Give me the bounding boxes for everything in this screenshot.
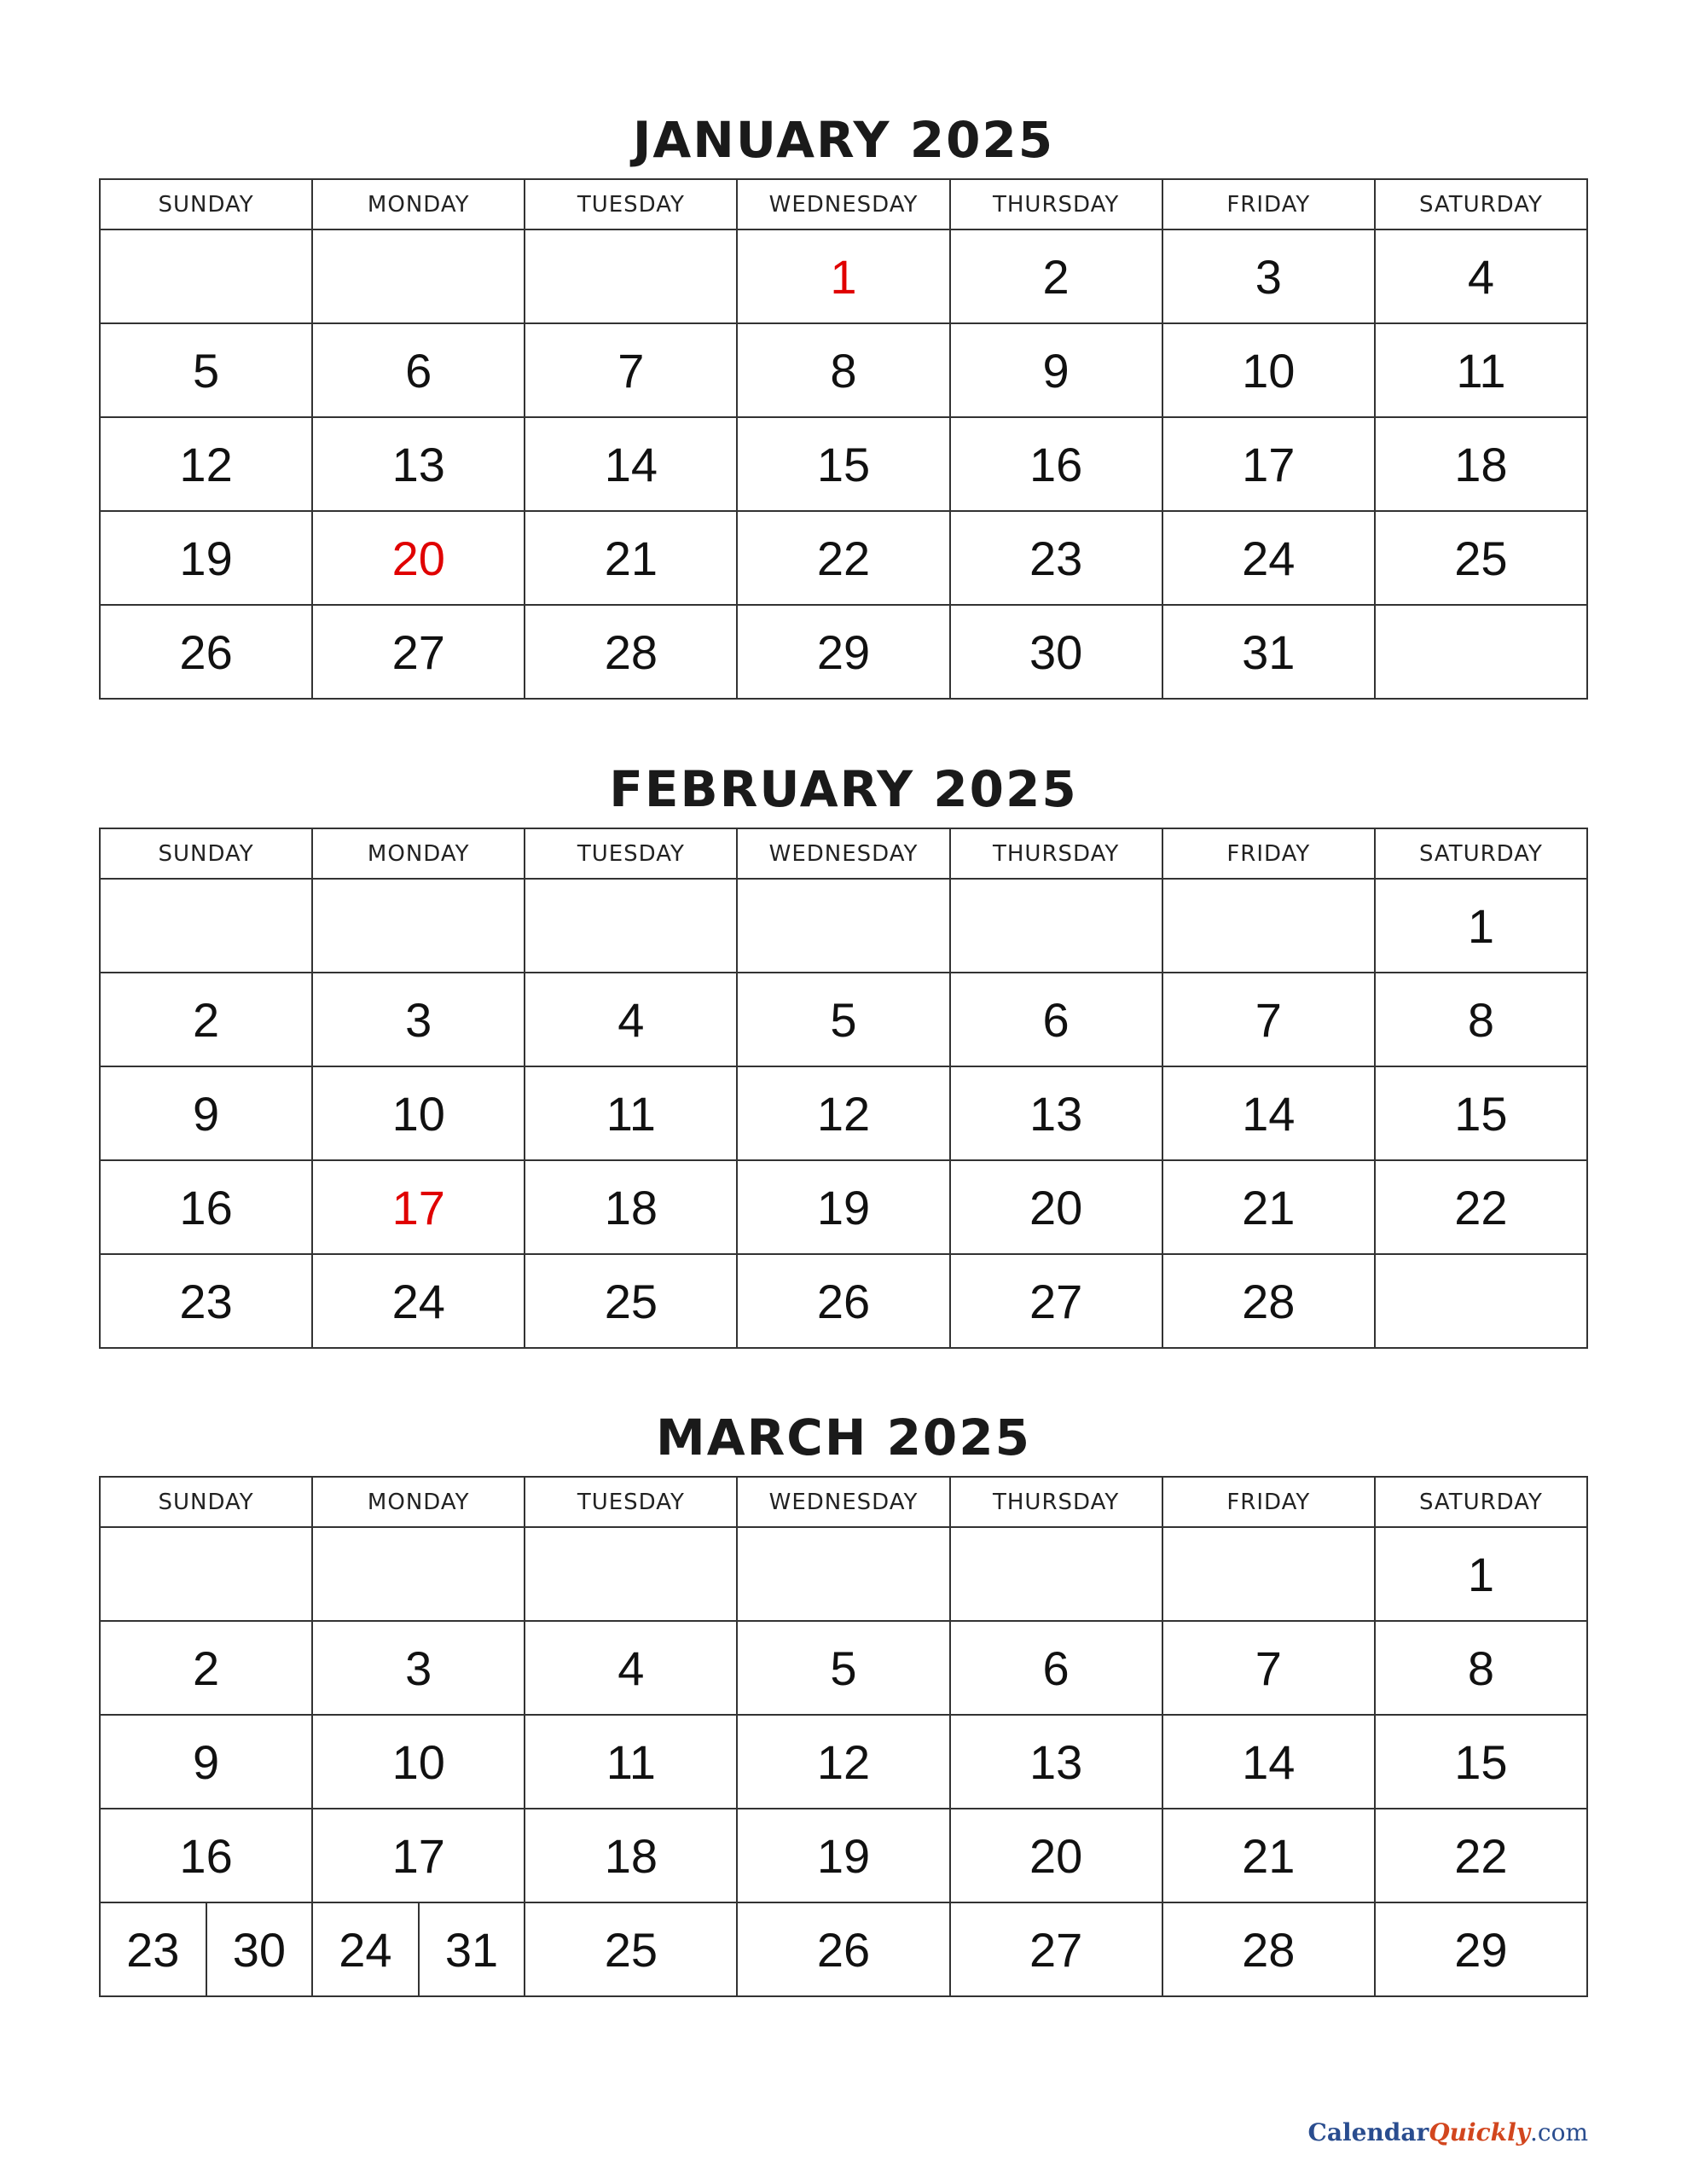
week-row <box>100 973 1587 1066</box>
month-grid <box>99 828 1588 1349</box>
day-cell: 18 <box>1375 417 1587 511</box>
day-cell: 15 <box>1375 1066 1587 1160</box>
weekday-header: THURSDAY <box>950 179 1162 229</box>
empty-day-cell <box>737 1527 949 1621</box>
empty-day-cell <box>950 879 1162 973</box>
day-cell: 4 <box>525 1621 737 1715</box>
brand-part-quickly: Quickly <box>1429 2118 1530 2146</box>
day-cell: 25 <box>525 1254 737 1348</box>
day-cell: 6 <box>950 1621 1162 1715</box>
day-cell: 16 <box>100 1160 312 1254</box>
weekday-header: WEDNESDAY <box>737 179 949 229</box>
empty-day-cell <box>1162 879 1375 973</box>
empty-day-cell <box>312 229 525 323</box>
month-title: FEBRUARY 2025 <box>609 760 1078 818</box>
day-cell: 1 <box>1375 1527 1587 1621</box>
day-cell: 21 <box>1162 1809 1375 1902</box>
day-cell: 25 <box>1375 511 1587 605</box>
day-cell: 22 <box>737 511 949 605</box>
day-cell: 27 <box>950 1902 1162 1996</box>
day-cell: 11 <box>525 1715 737 1809</box>
day-cell: 3 <box>1162 229 1375 323</box>
day-cell: 13 <box>312 417 525 511</box>
brand-logo <box>1308 2118 1588 2146</box>
day-cell: 27 <box>312 605 525 699</box>
weekday-header: WEDNESDAY <box>737 828 949 879</box>
day-cell: 3 <box>312 973 525 1066</box>
brand-part-calendar: Calendar <box>1307 2118 1429 2146</box>
day-cell: 3 <box>312 1621 525 1715</box>
day-cell: 15 <box>1375 1715 1587 1809</box>
day-cell: 4 <box>1375 229 1587 323</box>
empty-day-cell <box>312 879 525 973</box>
month-grid <box>99 1476 1588 1997</box>
day-cell-split <box>100 1902 312 1996</box>
day-cell: 19 <box>737 1160 949 1254</box>
empty-day-cell <box>737 879 949 973</box>
empty-day-cell <box>100 229 312 323</box>
weekday-header: MONDAY <box>312 1477 525 1527</box>
day-cell: 29 <box>737 605 949 699</box>
week-row <box>100 1066 1587 1160</box>
day-cell: 6 <box>950 973 1162 1066</box>
day-cell: 25 <box>525 1902 737 1996</box>
day-cell: 2 <box>950 229 1162 323</box>
week-row <box>100 1160 1587 1254</box>
week-row <box>100 417 1587 511</box>
day-cell: 21 <box>1162 1160 1375 1254</box>
day-cell: 24 <box>312 1254 525 1348</box>
day-number: 30 <box>232 1922 287 1977</box>
weekday-header: SUNDAY <box>100 1477 312 1527</box>
day-cell: 17 <box>312 1160 525 1254</box>
day-cell: 12 <box>100 417 312 511</box>
day-number: 23 <box>101 1903 207 1995</box>
day-cell: 19 <box>100 511 312 605</box>
day-cell: 28 <box>1162 1902 1375 1996</box>
day-number: 24 <box>313 1903 420 1995</box>
empty-day-cell <box>100 1527 312 1621</box>
week-row <box>100 1715 1587 1809</box>
day-cell: 26 <box>100 605 312 699</box>
day-cell: 16 <box>950 417 1162 511</box>
day-cell: 17 <box>312 1809 525 1902</box>
weekday-header: MONDAY <box>312 179 525 229</box>
week-row <box>100 879 1587 973</box>
day-cell: 31 <box>1162 605 1375 699</box>
empty-day-cell <box>525 1527 737 1621</box>
week-row <box>100 511 1587 605</box>
weekday-header: THURSDAY <box>950 1477 1162 1527</box>
day-cell: 7 <box>1162 973 1375 1066</box>
empty-day-cell <box>1375 605 1587 699</box>
day-cell: 26 <box>737 1254 949 1348</box>
weekday-header: FRIDAY <box>1162 1477 1375 1527</box>
week-row <box>100 1254 1587 1348</box>
day-cell: 28 <box>1162 1254 1375 1348</box>
day-cell: 9 <box>100 1066 312 1160</box>
empty-day-cell <box>525 879 737 973</box>
weekday-header: SUNDAY <box>100 828 312 879</box>
day-cell: 14 <box>1162 1715 1375 1809</box>
month-grid <box>99 178 1588 700</box>
day-cell: 2 <box>100 973 312 1066</box>
week-row <box>100 605 1587 699</box>
day-cell: 9 <box>950 323 1162 417</box>
weekday-header: THURSDAY <box>950 828 1162 879</box>
day-cell: 9 <box>100 1715 312 1809</box>
day-cell: 26 <box>737 1902 949 1996</box>
day-cell: 12 <box>737 1066 949 1160</box>
day-cell: 11 <box>1375 323 1587 417</box>
day-cell: 22 <box>1375 1809 1587 1902</box>
weekday-header: TUESDAY <box>525 179 737 229</box>
day-cell: 6 <box>312 323 525 417</box>
day-cell: 10 <box>312 1066 525 1160</box>
day-cell: 4 <box>525 973 737 1066</box>
weekday-header: SATURDAY <box>1375 1477 1587 1527</box>
weekday-header: SATURDAY <box>1375 179 1587 229</box>
weekday-header: SATURDAY <box>1375 828 1587 879</box>
day-cell: 11 <box>525 1066 737 1160</box>
day-cell: 14 <box>525 417 737 511</box>
day-cell: 22 <box>1375 1160 1587 1254</box>
week-row <box>100 1902 1587 1996</box>
weekday-header: FRIDAY <box>1162 179 1375 229</box>
day-cell: 1 <box>737 229 949 323</box>
week-row <box>100 1809 1587 1902</box>
day-cell: 7 <box>1162 1621 1375 1715</box>
week-row <box>100 229 1587 323</box>
day-cell: 20 <box>950 1160 1162 1254</box>
day-cell: 10 <box>1162 323 1375 417</box>
day-cell: 30 <box>950 605 1162 699</box>
day-cell: 24 <box>1162 511 1375 605</box>
weekday-header: SUNDAY <box>100 179 312 229</box>
day-cell: 15 <box>737 417 949 511</box>
day-cell: 20 <box>312 511 525 605</box>
day-number: 31 <box>444 1922 499 1977</box>
week-row <box>100 1527 1587 1621</box>
day-cell: 23 <box>100 1254 312 1348</box>
day-cell: 5 <box>100 323 312 417</box>
empty-day-cell <box>1162 1527 1375 1621</box>
weekday-header: MONDAY <box>312 828 525 879</box>
day-cell: 16 <box>100 1809 312 1902</box>
weekday-header: WEDNESDAY <box>737 1477 949 1527</box>
day-cell: 21 <box>525 511 737 605</box>
day-cell: 13 <box>950 1066 1162 1160</box>
day-cell: 7 <box>525 323 737 417</box>
day-cell: 8 <box>1375 973 1587 1066</box>
empty-day-cell <box>950 1527 1162 1621</box>
day-cell: 10 <box>312 1715 525 1809</box>
day-cell: 14 <box>1162 1066 1375 1160</box>
day-cell-split <box>312 1902 525 1996</box>
weekday-header: FRIDAY <box>1162 828 1375 879</box>
day-cell: 1 <box>1375 879 1587 973</box>
day-cell: 8 <box>1375 1621 1587 1715</box>
day-cell: 13 <box>950 1715 1162 1809</box>
day-cell: 8 <box>737 323 949 417</box>
day-cell: 23 <box>950 511 1162 605</box>
weekday-header: TUESDAY <box>525 1477 737 1527</box>
day-cell: 28 <box>525 605 737 699</box>
day-cell: 5 <box>737 1621 949 1715</box>
month-title: MARCH 2025 <box>656 1409 1031 1467</box>
day-cell: 19 <box>737 1809 949 1902</box>
empty-day-cell <box>100 879 312 973</box>
brand-part-domain: .com <box>1530 2118 1588 2146</box>
weekday-header: TUESDAY <box>525 828 737 879</box>
day-cell: 5 <box>737 973 949 1066</box>
day-cell: 20 <box>950 1809 1162 1902</box>
week-row <box>100 1621 1587 1715</box>
day-cell: 27 <box>950 1254 1162 1348</box>
empty-day-cell <box>312 1527 525 1621</box>
day-cell: 18 <box>525 1160 737 1254</box>
week-row <box>100 323 1587 417</box>
day-cell: 2 <box>100 1621 312 1715</box>
empty-day-cell <box>1375 1254 1587 1348</box>
day-cell: 12 <box>737 1715 949 1809</box>
day-cell: 18 <box>525 1809 737 1902</box>
day-cell: 17 <box>1162 417 1375 511</box>
empty-day-cell <box>525 229 737 323</box>
day-cell: 29 <box>1375 1902 1587 1996</box>
month-title: JANUARY 2025 <box>632 111 1055 169</box>
